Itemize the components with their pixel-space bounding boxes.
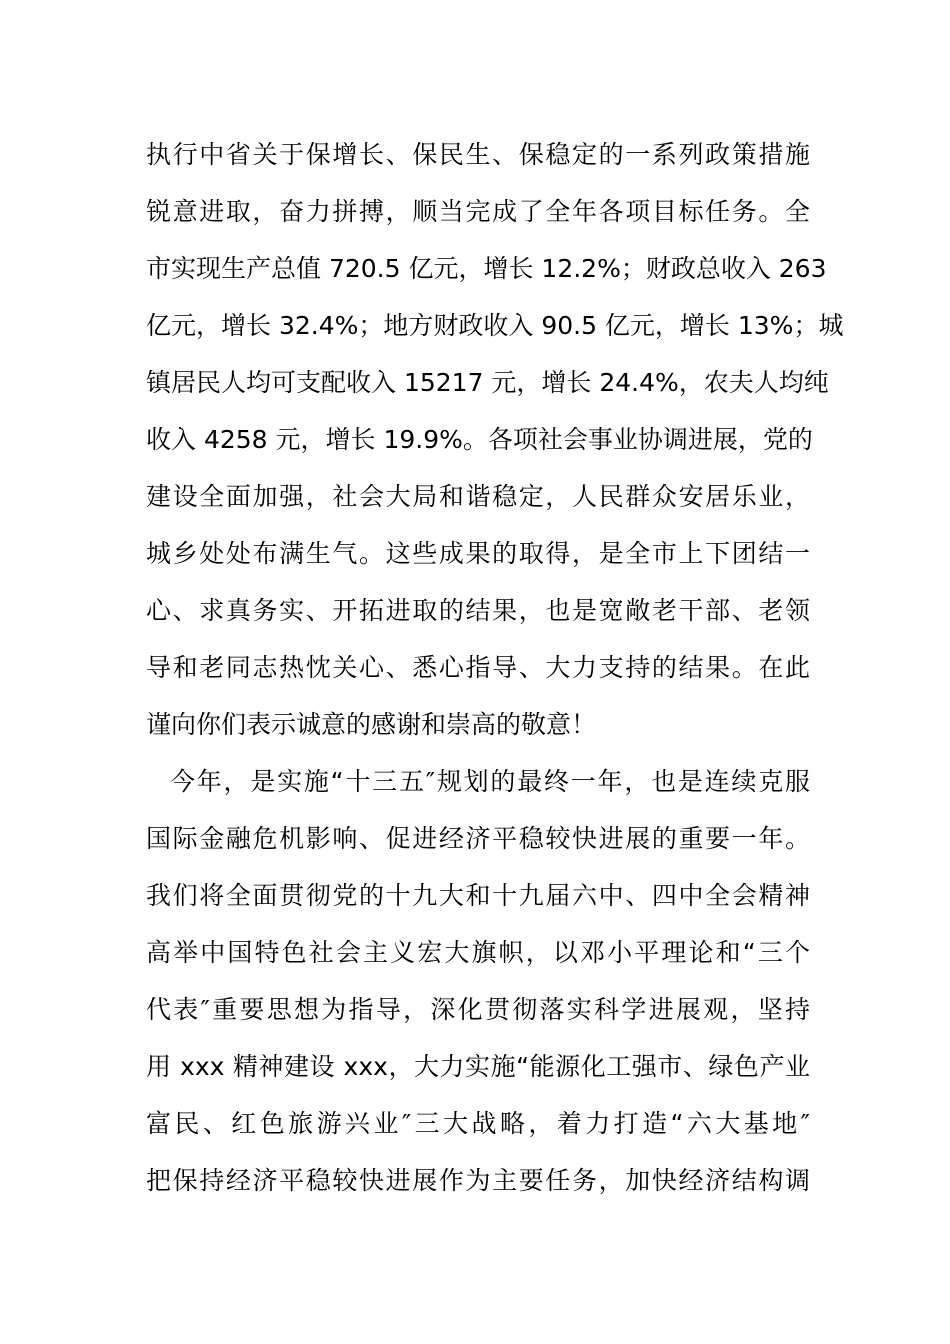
text-line: 镇居民人均可支配收入 15217 元，增长 24.4%，农夫人均纯 (146, 368, 829, 397)
text-line: 把保持经济平稳较快进展作为主要任务，加快经济结构调 (146, 1166, 810, 1195)
text-line: 富民、红色旅游兴业″三大战略，着力打造“六大基地″ (146, 1109, 810, 1138)
paragraph-start-line: 今年，是实施“十三五″规划的最终一年，也是连续克服 (170, 767, 810, 796)
text-line: 代表″重要思想为指导，深化贯彻落实科学进展观，坚持 (146, 995, 810, 1024)
text-line: 国际金融危机影响、促进经济平稳较快进展的重要一年。 (146, 824, 810, 853)
text-line: 用 xxx 精神建设 xxx，大力实施“能源化工强市、绿色产业 (146, 1052, 810, 1081)
text-line: 市实现生产总值 720.5 亿元，增长 12.2%；财政总收入 263 (146, 254, 827, 283)
text-line: 城乡处处布满生气。这些成果的取得，是全市上下团结一 (146, 539, 810, 568)
document-body (146, 126, 844, 1209)
text-line: 高举中国特色社会主义宏大旗帜，以邓小平理论和“三个 (146, 938, 810, 967)
text-line: 锐意进取，奋力拼搏，顺当完成了全年各项目标任务。全 (146, 197, 810, 226)
text-line: 导和老同志热忱关心、悉心指导、大力支持的结果。在此 (146, 653, 810, 682)
text-line: 心、求真务实、开拓进取的结果，也是宽敞老干部、老领 (146, 596, 810, 625)
text-line: 亿元，增长 32.4%；地方财政收入 90.5 亿元，增长 13%；城 (146, 311, 844, 340)
paragraph-end-line: 谨向你们表示诚意的感谢和崇高的敬意！ (146, 710, 597, 739)
text-line: 执行中省关于保增长、保民生、保稳定的一系列政策措施 (146, 140, 810, 169)
text-line: 建设全面加强，社会大局和谐稳定，人民群众安居乐业， (146, 482, 810, 511)
text-line: 收入 4258 元，增长 19.9%。各项社会事业协调进展，党的 (146, 425, 813, 454)
text-line: 我们将全面贯彻党的十九大和十九届六中、四中全会精神 (146, 881, 810, 910)
